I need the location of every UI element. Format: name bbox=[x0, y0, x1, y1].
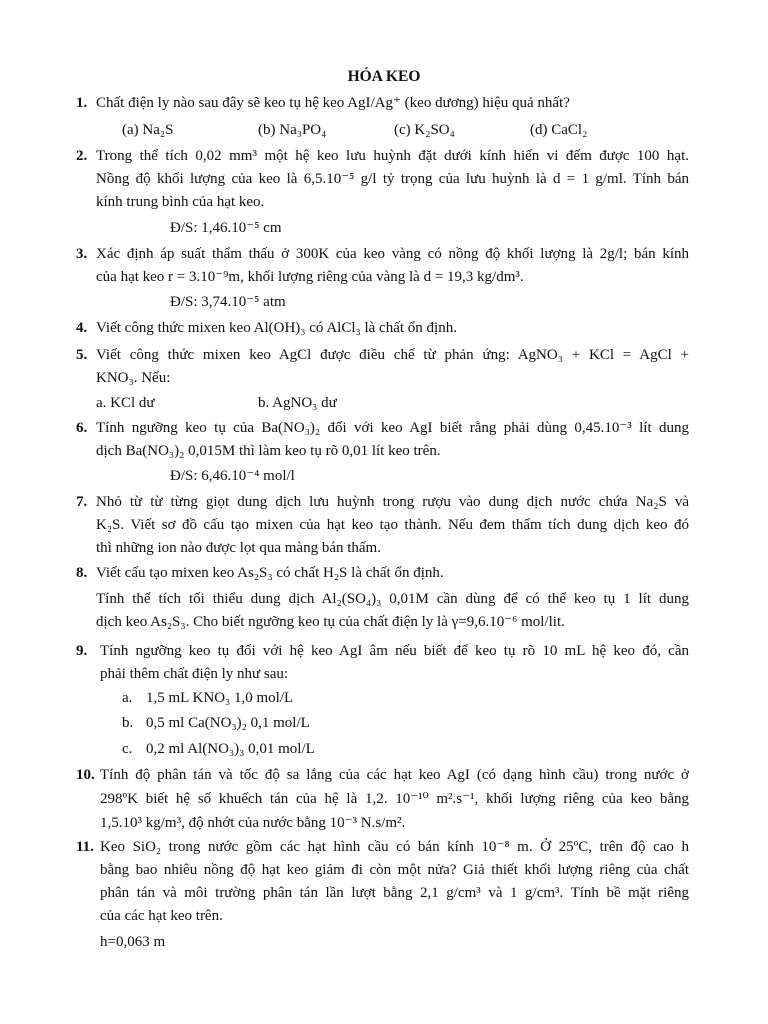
q2-text-line: Nồng độ khối lượng của keo là 6,5.10⁻⁵ g/l tỷ trọng của lưu huỳnh là d = 1 g/ml. Tính bán bbox=[96, 171, 689, 187]
q2-text-line: Trong thể tích 0,02 mm³ một hệ keo lưu huỳnh đặt dưới kính hiển vi đếm được 100 hạt. bbox=[96, 148, 689, 164]
q6-answer: Đ/S: 6,46.10⁻⁴ mol/l bbox=[170, 468, 295, 484]
q7-text-line: K₂S. Viết sơ đồ cấu tạo mixen của hạt keo tạo thành. Nếu đem thẩm tích dung dịch keo đó bbox=[96, 517, 689, 533]
q9-option-c-label: c. bbox=[122, 741, 133, 757]
q7-text-line: thì những ion nào được lọt qua màng bán thấm. bbox=[96, 540, 381, 556]
q10-text-line: Tính độ phân tán và tốc độ sa lắng của các hạt keo AgI (có dạng hình cầu) trong nước ở bbox=[100, 767, 689, 783]
q8-text-line: Tính thể tích tối thiểu dung dịch Al₂(SO₄)₃ 0,01M cần dùng để có thể keo tụ 1 lít dung bbox=[96, 591, 689, 607]
q5-text-line: KNO₃. Nếu: bbox=[96, 370, 171, 386]
q1-option-b: (b) Na₃PO₄ bbox=[258, 122, 327, 138]
q3-answer: Đ/S: 3,74.10⁻⁵ atm bbox=[170, 294, 286, 310]
q9-option-b-label: b. bbox=[122, 715, 134, 731]
q1-option-d: (d) CaCl₂ bbox=[530, 122, 588, 138]
q8-text-line: Viết cấu tạo mixen keo As₂S₃ có chất H₂S là chất ổn định. bbox=[96, 565, 444, 581]
q9-text-line: phải thêm chất điện ly như sau: bbox=[100, 666, 289, 682]
q11-answer: h=0,063 m bbox=[100, 934, 166, 950]
q8-number: 8. bbox=[76, 565, 88, 581]
q5-option-a: a. KCl dư bbox=[96, 395, 155, 411]
q10-text-line: 298ºK biết hệ số khuếch tán của hệ là 1,2. 10⁻¹⁰ m².s⁻¹, khối lượng riêng của keo bằng bbox=[100, 791, 689, 807]
q6-text-line: Tính ngưỡng keo tụ của Ba(NO₃)₂ đối với keo AgI biết rằng phải dùng 0,45.10⁻³ lít dung bbox=[96, 420, 689, 436]
q1-text: Chất điện ly nào sau đây sẽ keo tụ hệ keo AgI/Ag⁺ (keo dương) hiệu quả nhất? bbox=[96, 95, 570, 111]
q1-number: 1. bbox=[76, 95, 88, 111]
q9-option-c: 0,2 ml Al(NO₃)₃ 0,01 mol/L bbox=[146, 741, 315, 757]
q5-number: 5. bbox=[76, 347, 88, 363]
q8-text-line: dịch keo As₂S₃. Cho biết ngưỡng keo tụ của chất điện ly là γ=9,6.10⁻⁶ mol/lit. bbox=[96, 614, 565, 630]
q9-option-a: 1,5 mL KNO₃ 1,0 mol/L bbox=[146, 690, 294, 706]
q9-text-line: Tính ngưỡng keo tụ đối với hệ keo AgI âm nếu biết để keo tụ rõ 10 mL hệ keo đó, cần bbox=[100, 643, 689, 659]
q5-text-line: Viết công thức mixen keo AgCl được điều chế từ phản ứng: AgNO₃ + KCl = AgCl + bbox=[96, 347, 689, 363]
q2-text-line: kính trung bình của hạt keo. bbox=[96, 194, 265, 210]
page-title: HÓA KEO bbox=[347, 68, 421, 85]
q9-number: 9. bbox=[76, 643, 88, 659]
q6-number: 6. bbox=[76, 420, 88, 436]
q4-text: Viết công thức mixen keo Al(OH)₃ có AlCl₃ là chất ổn định. bbox=[96, 320, 457, 336]
q10-number: 10. bbox=[76, 767, 95, 783]
q9-option-b: 0,5 ml Ca(NO₃)₂ 0,1 mol/L bbox=[146, 715, 310, 731]
q11-text-line: phân tán và môi trường phân tán lần lượt bằng 2,1 g/cm³ và 1 g/cm³. Tính bề mặt riêng bbox=[100, 885, 689, 901]
q11-text-line: của các hạt keo trên. bbox=[100, 908, 223, 924]
q3-text-line: Xác định áp suất thẩm thấu ở 300K của keo vàng có nồng độ khối lượng là 2g/l; bán kính bbox=[96, 246, 689, 262]
q3-text-line: của hạt keo r = 3.10⁻⁹m, khối lượng riêng của vàng là d = 19,3 kg/dm³. bbox=[96, 269, 524, 285]
q6-text-line: dịch Ba(NO₃)₂ 0,015M thì làm keo tụ rõ 0,01 lít keo trên. bbox=[96, 443, 441, 459]
q11-text-line: Keo SiO₂ trong nước gồm các hạt hình cầu có bán kính 10⁻⁸ m. Ở 25ºC, trên độ cao h bbox=[100, 839, 689, 855]
q2-answer: Đ/S: 1,46.10⁻⁵ cm bbox=[170, 220, 282, 236]
q11-number: 11. bbox=[76, 839, 94, 855]
q5-option-b: b. AgNO₃ dư bbox=[258, 395, 337, 411]
q1-option-a: (a) Na₂S bbox=[122, 122, 174, 138]
q11-text-line: bằng bao nhiêu nồng độ hạt keo giảm đi còn một nửa? Giả thiết khối lượng riêng của chất bbox=[100, 862, 689, 878]
q4-number: 4. bbox=[76, 320, 88, 336]
q1-option-c: (c) K₂SO₄ bbox=[394, 122, 455, 138]
q2-number: 2. bbox=[76, 148, 88, 164]
q7-text-line: Nhỏ từ từ từng giọt dung dịch lưu huỳnh trong rượu vào dung dịch nước chứa Na₂S và bbox=[96, 494, 689, 510]
q9-option-a-label: a. bbox=[122, 690, 133, 706]
q10-text-line: 1,5.10³ kg/m³, độ nhớt của nước bằng 10⁻³ N.s/m². bbox=[100, 815, 406, 831]
q7-number: 7. bbox=[76, 494, 88, 510]
q3-number: 3. bbox=[76, 246, 88, 262]
